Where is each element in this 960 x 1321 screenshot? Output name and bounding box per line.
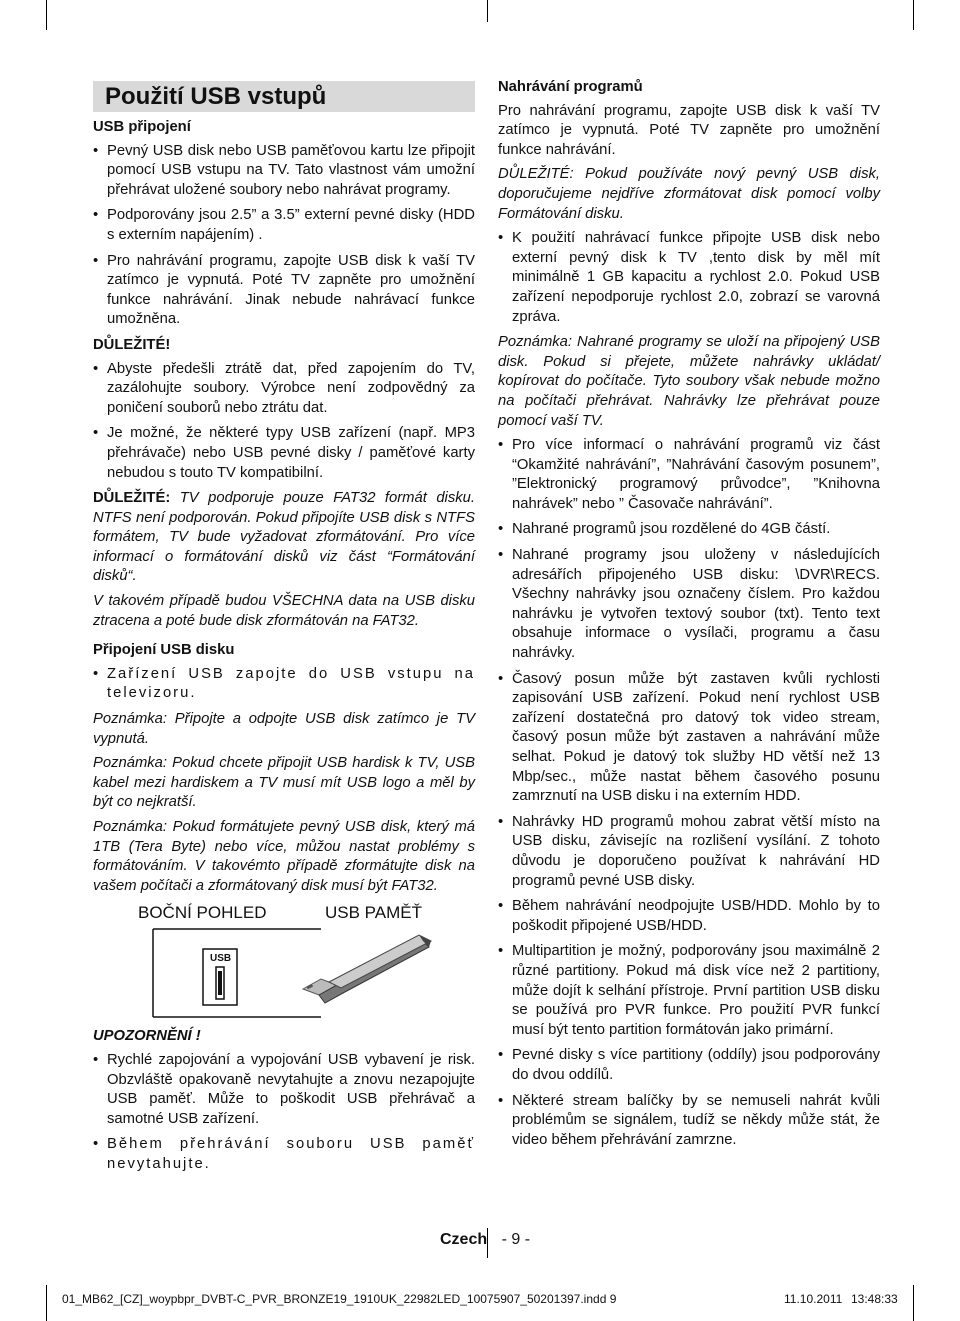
print-time: 13:48:33 — [851, 1292, 898, 1306]
recording-list-1 — [498, 229, 880, 327]
recording-heading: Nahrávání programů — [498, 79, 643, 95]
center-mark — [487, 0, 488, 22]
important-list — [93, 360, 475, 484]
fat-note — [93, 489, 475, 587]
usb-port-label: USB — [210, 953, 232, 965]
recording-important-note: DŮLEŽITÉ: Pokud používáte nový pevný USB disk, doporučujeme nejdříve zformátovat disk pomocí volby Formátování disku. — [498, 166, 880, 222]
recording-list-2 — [498, 436, 880, 1150]
note: Poznámka: Pokud formátujete pevný USB disk, který má 1TB (Tera Byte) nebo více, můžou nastat problémy s formátováním. V takovémto případě zformátujte disk na vašem počítači a zformátovaný disk musí být FAT32. — [93, 819, 475, 894]
side-view-label: BOČNÍ POHLED — [138, 903, 267, 923]
list-item: • Pevné disky s více partitiony (oddíly) jsou podporovány do dvou oddílů. — [498, 1046, 880, 1085]
all-data-note: V takovém případě budou VŠECHNA data na USB disku ztracena a poté bude disk zformátován na FAT32. — [93, 593, 475, 629]
disk-connection-heading: Připojení USB disku — [93, 642, 235, 659]
list-item: • Pevný USB disk nebo USB paměťovou kartu lze připojit pomocí USB vstupu na TV. Tato vlastnost vám umožní přehrávat uložené soubory nebo nahrávat programy. — [93, 142, 475, 201]
page-footer — [440, 1231, 530, 1249]
list-item: • Abyste předešli ztrátě dat, před zapojením do TV, zazálohujte soubory. Výrobce není zodpovědný za poničení souborů nebo ztrátu dat. — [93, 360, 475, 419]
list-item: • Nahrané programů jsou rozdělené do 4GB částí. — [498, 520, 880, 540]
crop-mark — [46, 1285, 47, 1321]
list-item: • Některé stream balíčky by se nemuseli nahrát kvůli problémům se signálem, tudíž se někdy může stát, že video během přehrávání zamrzne. — [498, 1092, 880, 1151]
footer-language: Czech — [440, 1231, 488, 1248]
fat-label: DŮLEŽITÉ: — [93, 490, 171, 507]
list-item: • Rychlé zapojování a vypojování USB vybavení je risk. Obzvláště opakovaně nevytahujte a znovu nezapojujte USB paměť. Může to poškodit USB přehrávač a samotné USB zařízení. — [93, 1051, 475, 1129]
section-title-bar — [93, 81, 475, 112]
recording-intro: Pro nahrávání programu, zapojte USB disk k vaší TV zatímco je vypnutá. Poté TV zapněte pro umožnění funkce nahrávání. — [498, 102, 880, 158]
crop-mark — [46, 0, 47, 30]
print-file-name: 01_MB62_[CZ]_woypbpr_DVBT-C_PVR_BRONZE19_1910UK_22982LED_10075907_50201397.indd 9 — [62, 1292, 617, 1306]
recording-note: Poznámka: Nahrané programy se uloží na připojený USB disk. Pokud si přejete, můžete nahrávky ukládat/ kopírovat do počítače. Tyto soubory však nebude možno na počítači přehrávat. Nahrávky lze přehrávat pouze pomocí vaší TV. — [498, 334, 880, 429]
warning-heading: UPOZORNĚNÍ ! — [93, 1028, 201, 1045]
page-number: - 9 - — [501, 1231, 531, 1248]
usb-memory-label: USB PAMĚŤ — [325, 903, 422, 923]
usb-figure — [93, 901, 475, 1021]
disk-connection-list — [93, 665, 475, 704]
left-column — [93, 78, 475, 1181]
list-item: • K použití nahrávací funkce připojte USB disk nebo externí pevný disk k TV ,tento disk by měl mít minimálně 1 GB kapacitu a rychlost 2.0. Pokud USB zařízení nepodporuje rychlost 2.0, zobrazí se varovná zpráva. — [498, 229, 880, 327]
note: Poznámka: Pokud chcete připojit USB hardisk k TV, USB kabel mezi hardiskem a TV musí mít USB logo a měl by být co nejkratší. — [93, 755, 475, 811]
list-item: • Je možné, že některé typy USB zařízení (např. MP3 přehrávače) nebo USB pevné disky / paměťové karty nebudou s touto TV kompatibilní. — [93, 424, 475, 483]
fat-text: TV podporuje pouze FAT32 formát disku. NTFS není podporován. Pokud připojíte USB disk s NTFS formátem, TV bude vyžadovat zformátování. Pro více informací o formátování disků viz část “Formátování disků“. — [93, 490, 475, 585]
list-item: • Zařízení USB zapojte do USB vstupu na televizoru. — [93, 665, 475, 704]
page-title: Použití USB vstupů — [105, 83, 327, 110]
list-item: • Pro nahrávání programu, zapojte USB disk k vaší TV zatímco je vypnutá. Poté TV zapněte pro umožnění funkce nahrávání. Jinak nebude nahrávací funkce umožněna. — [93, 252, 475, 330]
list-item: • Podporovány jsou 2.5” a 3.5” externí pevné disky (HDD s externím napájením) . — [93, 206, 475, 245]
print-date: 11.10.2011 — [784, 1292, 843, 1306]
list-item: • Během přehrávání souboru USB paměť nevytahujte. — [93, 1135, 475, 1174]
note: Poznámka: Připojte a odpojte USB disk zatímco je TV vypnutá. — [93, 711, 475, 747]
list-item: • Během nahrávání neodpojujte USB/HDD. Mohlo by to poškodit připojené USB/HDD. — [498, 897, 880, 936]
list-item: • Pro více informací o nahrávání programů viz část “Okamžité nahrávání”, ”Nahrávání časovým posunem”, ”Elektronický programový průvodce”, ”Knihovna nahrávek” nebo ” Časovače nahrávání”. — [498, 436, 880, 514]
usb-connection-heading: USB připojení — [93, 119, 191, 135]
list-item: • Multipartition je možný, podporovány jsou maximálně 2 různé partitiony. Pokud má disk více než 2 partitiony, může dojít k selhání přístroje. První partition USB disku se používá pro PVR funkce. Pro použití PVR funkcí musí být tento partition formátován jako primární. — [498, 942, 880, 1040]
usb-side-view-illustration — [93, 927, 475, 1022]
important-label: DŮLEŽITÉ! — [93, 336, 171, 353]
right-column — [498, 78, 880, 1156]
crop-mark — [913, 1285, 914, 1321]
crop-mark — [913, 0, 914, 30]
usb-stick-icon — [303, 935, 431, 1003]
list-item: • Časový posun může být zastaven kvůli rychlosti zapisování USB zařízení. Pokud není rychlost USB zařízení dostatečná pro datový tok video stream, časový posun může být zastaven a nahrávání může selhat. Pokud je datový tok služby HD větší než 13 Mbp/sec., může nastat během časového posunu zamrznutí na USB disku i na externím HDD. — [498, 670, 880, 807]
list-item: • Nahrané programy jsou uloženy v následujících adresářích připojeného USB disku: \DVR\RECS. Všechny nahrávky jsou označeny číslem. Pro každou nahrávku je vytvořen textový soubor (txt). Tento text obsahuje informace o vysílači, programu a času nahrávky. — [498, 546, 880, 664]
list-item: • Nahrávky HD programů mohou zabrat větší místo na USB disku, závisejíc na rozlišení vysílání. Z tohoto důvodu je doporučeno používat k nahrávání HD programů pevné USB disky. — [498, 813, 880, 891]
warning-list — [93, 1051, 475, 1175]
usb-connection-list — [93, 142, 475, 330]
